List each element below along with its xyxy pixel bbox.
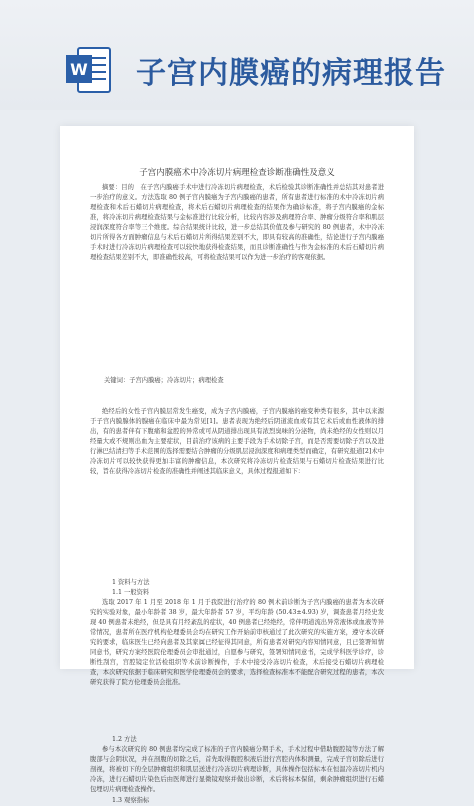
word-logo-letter: W	[70, 60, 88, 79]
header-banner	[0, 0, 474, 110]
abstract-paragraph: 摘要：目的 在子宫内膜癌手术中进行冷冻切片病理检查，术后检验其诊断准确性并总结其对患者进一步治疗的意义。方法选取 80 例子宫内膜癌为子宫内膜癌的患者，所有患者进行标准的术中冷冻切片病理检查和术后石蜡切片病理检查，将术后石蜡切片病理检查的结果作为确诊标准，将子宫内膜癌的金标准，将冷冻切片病理检查结果与金标准进行比较分析，比较内容涉及病理符合率、肿瘤分级符合率和肌层浸润深度符合率等三个维度。综合结果统计比较，进一步总结其价值及参与研究的 80 例患者，术中冷冻切片所得各方面肿瘤信息与术后石蜡切片所得结果差别不大，即具有较高的准确性，结论进行子宫内膜癌手术时进行冷冻切片病理检查可以较快地获得检查结果，而且诊断准确性与作为金标准的术后石蜡切片病理检查结果差别不大，即准确性较高，可将检查结果可以作为进一步治疗的客观依据。	[90, 184, 384, 261]
keywords-line: 关键词：子宫内膜癌；冷冻切片；病理检查	[104, 377, 224, 384]
intro-paragraph: 绝经后的女性子宫内膜层常发生癌变，成为子宫内膜癌，子宫内膜癌的癌变种类有很多，其中以来源于子宫内膜腺体的腺癌在临床中最为常见[1]。患者表现为绝经后阴道流血或有其它术后或血性液体的排出，有的患者伴有下腹痛和盆腔的异常或可从阴道排出现具有浓烈臭味的分泌物，尚未绝经的女性则以月经量大或不规则出血为主要症状，目前治疗该病的主要手段为手术切除子宫，而是否需要切除子宫以及进行淋巴结清扫等手术范围的选择需要结合肿瘤的分级肌层浸润深度和病理类型而确定，有研究报道[2]术中冷冻切片可以较快获得更加丰富的肿瘤信息，本次研究将冷冻切片检查结果与石蜡切片检查结果进行比较，旨在获得冷冻切片检查的准确性并阐述其临床意义，具体过程报道如下：	[90, 408, 384, 475]
method-paragraph: 参与本次研究的 80 例患者均完成了标准的子宫内膜癌分期手术，手术过程中借助腹腔镜等方法了解腹部与会阴状况，并在剖腹的切除之后，首先取得腹腔积液后进行宫腔内体积测量，完成子宫切除后进行剖视，将被切下的全层肿瘤组织和肌层送进行冷冻切片病理诊断，具体操作包括标本在恒温冷冻切片机内冷冻，进行石蜡切片染色后由医师进行显微镜观察并做出诊断，术后将标本保留，剩余肿瘤组织进行石蜡包埋切片病理检查操作。	[90, 746, 384, 793]
document-page	[60, 126, 414, 804]
word-doc-icon	[66, 44, 112, 96]
section-heading: 1 资料与方法	[112, 579, 150, 586]
data-paragraph: 选取 2017 年 1 月至 2018 年 1 月于我院进行治疗的 80 例术前诊断为子宫内膜癌的患者为本次研究的实验对象，最小年龄者 38 岁，最大年龄者 57 岁，平均年龄 (50.43±4.93) 岁，调查患者月经史发现 40 例患者未绝经，但是具有月经紊乱的症状，40 例患者已经绝经，常伴明道流出异常液体或血液等异常情况，患者所在医疗机构伦理委员会均在研究工作开始前审核通过了此次研究的实施方案，遵守本次研究的要求，临床医生已经向患者及其家属已经征得其同意，所有患者对研究内容知情同意，且已签署知情同意书，研究方案经医院伦理委员会审批通过，自愿参与研究，签署知情同意书，完成学科医学诊疗，诊断性刮宫，宫腔镜定位活检组织等术前诊断操作，手术中接受冷冻切片检查，术后接受石蜡切片病理检查，本次研究依据于临床研究和医学伦理委员会的要求，选择检查标准本不能配合研究过程的患者，本次研究获得了院方伦理委员会批准。	[90, 599, 384, 686]
subsection-heading: 1.1 一般资料	[112, 589, 150, 596]
page-title: 子宫内膜癌的病理报告	[136, 56, 446, 91]
subsection-heading: 1.3 观察指标	[112, 797, 150, 804]
subsection-heading: 1.2 方法	[112, 736, 137, 743]
document-title: 子宫内膜癌术中冷冻切片病理检查诊断准确性及意义	[139, 168, 335, 178]
